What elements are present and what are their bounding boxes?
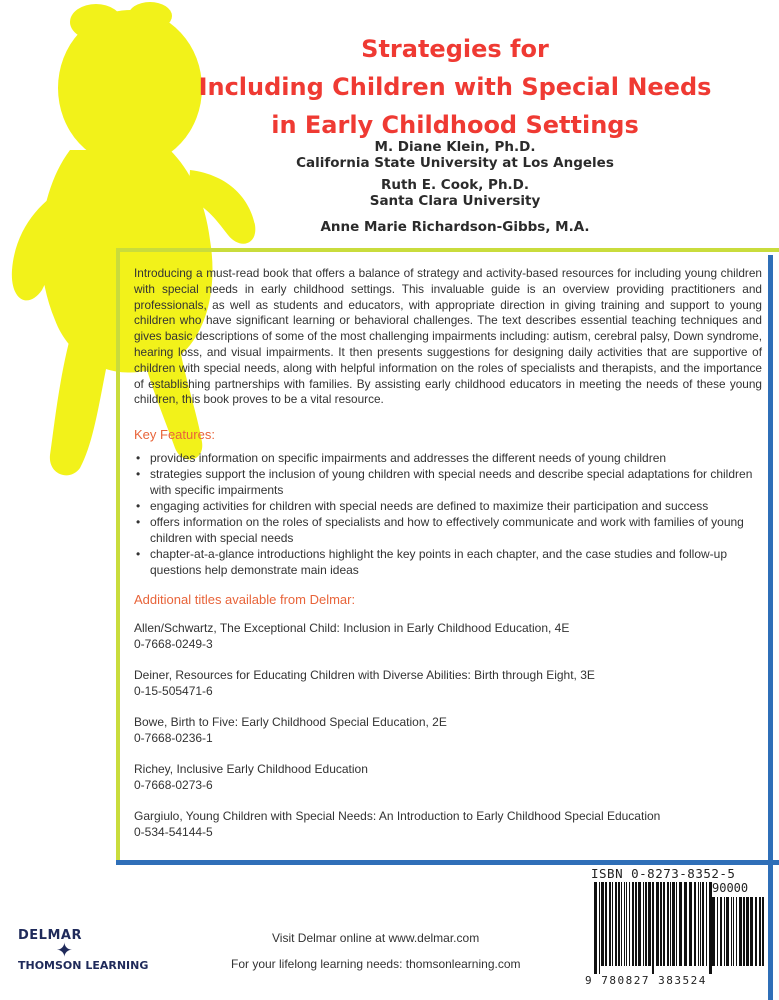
publisher-brand: DELMAR bbox=[18, 928, 82, 943]
barcode-bar bbox=[643, 882, 644, 966]
barcode-bar bbox=[667, 882, 669, 966]
frame-line-blue-horizontal bbox=[116, 860, 779, 865]
title-entry bbox=[134, 808, 764, 840]
title-line-2: Including Children with Special Needs bbox=[198, 73, 712, 101]
barcode-bar bbox=[618, 882, 620, 966]
frame-line-green-horizontal bbox=[116, 248, 779, 252]
barcode-bar bbox=[759, 897, 761, 966]
barcode-bar bbox=[724, 897, 725, 966]
barcode-bar bbox=[648, 882, 651, 966]
barcode-bar bbox=[621, 882, 622, 966]
barcode-bar bbox=[712, 897, 715, 966]
visit-website-text: Visit Delmar online at www.delmar.com bbox=[272, 931, 480, 945]
additional-titles-list bbox=[134, 620, 764, 855]
author-name: Ruth E. Cook, Ph.D. bbox=[380, 177, 530, 193]
barcode-bar bbox=[684, 882, 687, 966]
barcode-bar bbox=[624, 882, 625, 966]
feature-item: • strategies support the inclusion of young children with special needs and describe special adaptations for children with specific impairments bbox=[134, 466, 764, 498]
barcode-bar bbox=[663, 882, 665, 966]
lifelong-learning-text: For your lifelong learning needs: thomsonlearning.com bbox=[231, 957, 521, 971]
barcode-bar bbox=[594, 882, 597, 974]
barcode-bar bbox=[601, 882, 604, 966]
barcode-bar bbox=[733, 897, 734, 966]
barcode-bar bbox=[612, 882, 613, 966]
title-entry-name: Bowe, Birth to Five: Early Childhood Special Education, 2E bbox=[134, 715, 447, 729]
feature-item: • offers information on the roles of specialists and how to effectively communicate and work with families of young children with special needs bbox=[134, 514, 764, 546]
barcode-bar bbox=[717, 897, 718, 966]
author-name: M. Diane Klein, Ph.D. bbox=[374, 139, 536, 155]
title-entry-name: Deiner, Resources for Educating Children with Diverse Abilities: Birth through Eight, 3E bbox=[134, 668, 595, 682]
barcode-bar bbox=[679, 882, 682, 966]
title-entry bbox=[134, 620, 764, 652]
publisher-logo bbox=[18, 928, 198, 972]
feature-item: • engaging activities for children with special needs are defined to maximize their participation and success bbox=[134, 498, 764, 514]
isbn-label: ISBN 0-8273-8352-5 bbox=[591, 866, 736, 881]
barcode-addon-image bbox=[712, 897, 765, 974]
key-features-list bbox=[134, 450, 764, 578]
author-affiliation: Santa Clara University bbox=[369, 193, 541, 209]
intro-paragraph: Introducing a must-read book that offers a balance of strategy and activity-based resources for including young children with special needs in early childhood settings. This invaluable guide is an overview providing practitioners and professionals, as well as students and educators, with appropriate direction in giving training and support to young children who have significant learning or behavioral challenges. The text describes essential teaching techniques and gives basic descriptions of some of the most challenging impairments including: autism, cerebral palsy, Down syndrome, hearing loss, and visual impairments. It then presents suggestions for designing daily activities that are supportive of children with special needs, along with helpful information on the roles of specialists and therapists, and the importance of establishing partnerships with families. By assisting early childhood educators in meeting the needs of these young children, this book proves to be a vital resource. bbox=[134, 266, 762, 407]
barcode-bar bbox=[615, 882, 617, 966]
frame-line-green-vertical bbox=[116, 248, 120, 863]
barcode-bar bbox=[746, 897, 749, 966]
author-list bbox=[140, 139, 770, 235]
title-entry-isbn: 0-7668-0273-6 bbox=[134, 778, 213, 792]
feature-item: • chapter-at-a-glance introductions highlight the key points in each chapter, and the case studies and follow-up questions help demonstrate main ideas bbox=[134, 546, 764, 578]
title-entry-isbn: 0-534-54144-5 bbox=[134, 825, 213, 839]
barcode-bar bbox=[660, 882, 662, 966]
author-name: Anne Marie Richardson-Gibbs, M.A. bbox=[320, 219, 590, 235]
title-entry-isbn: 0-7668-0236-1 bbox=[134, 731, 213, 745]
title-entry bbox=[134, 667, 764, 699]
barcode-bar bbox=[694, 882, 696, 966]
barcode-bar bbox=[698, 882, 699, 966]
star-icon: ✦ bbox=[56, 940, 73, 962]
barcode-bar bbox=[652, 882, 654, 974]
barcode-bar bbox=[702, 882, 704, 966]
barcode-bar bbox=[739, 897, 742, 966]
title-entry-name: Allen/Schwartz, The Exceptional Child: Inclusion in Early Childhood Education, 4E bbox=[134, 621, 570, 635]
barcode-bar bbox=[743, 897, 745, 966]
barcode-bar bbox=[656, 882, 659, 966]
barcode-bar bbox=[731, 897, 732, 966]
barcode-bar bbox=[609, 882, 611, 966]
barcode-bar bbox=[706, 882, 707, 966]
barcode-bar bbox=[605, 882, 607, 966]
barcode-bar bbox=[629, 882, 630, 966]
barcode-bar bbox=[720, 897, 722, 966]
barcode-bar bbox=[676, 882, 677, 966]
frame-line-blue-vertical bbox=[768, 255, 773, 1000]
key-features-heading: Key Features: bbox=[134, 427, 215, 442]
barcode-image bbox=[594, 882, 712, 974]
author-affiliation: California State University at Los Angeles bbox=[296, 155, 614, 171]
title-line-1: Strategies for bbox=[361, 35, 549, 63]
title-entry bbox=[134, 761, 764, 793]
barcode-bar bbox=[750, 897, 753, 966]
title-line-3: in Early Childhood Settings bbox=[271, 111, 639, 139]
barcode-bar bbox=[635, 882, 637, 966]
barcode-bar bbox=[670, 882, 671, 966]
ean-number: 9 780827 383524 bbox=[585, 974, 707, 987]
title-entry bbox=[134, 714, 764, 746]
barcode-bar bbox=[762, 897, 764, 966]
barcode-bar bbox=[626, 882, 627, 966]
barcode-bar bbox=[700, 882, 701, 966]
barcode-bar bbox=[632, 882, 634, 966]
title-entry-isbn: 0-7668-0249-3 bbox=[134, 637, 213, 651]
barcode-bar bbox=[645, 882, 647, 966]
barcode-bar bbox=[755, 897, 757, 966]
publisher-subbrand: THOMSON LEARNING bbox=[18, 959, 149, 972]
book-title bbox=[140, 30, 770, 144]
barcode-bar bbox=[689, 882, 692, 966]
barcode-bar bbox=[726, 897, 729, 966]
title-entry-name: Richey, Inclusive Early Childhood Education bbox=[134, 762, 368, 776]
title-entry-name: Gargiulo, Young Children with Special Needs: An Introduction to Early Childhood Special Education bbox=[134, 809, 661, 823]
feature-item: • provides information on specific impairments and addresses the different needs of young children bbox=[134, 450, 764, 466]
barcode-bar bbox=[736, 897, 737, 966]
barcode-bar bbox=[672, 882, 675, 966]
additional-titles-heading: Additional titles available from Delmar: bbox=[134, 592, 356, 607]
price-code: 90000 bbox=[712, 881, 749, 895]
barcode-bar bbox=[638, 882, 641, 966]
barcode-bar bbox=[599, 882, 600, 974]
title-entry-isbn: 0-15-505471-6 bbox=[134, 684, 213, 698]
